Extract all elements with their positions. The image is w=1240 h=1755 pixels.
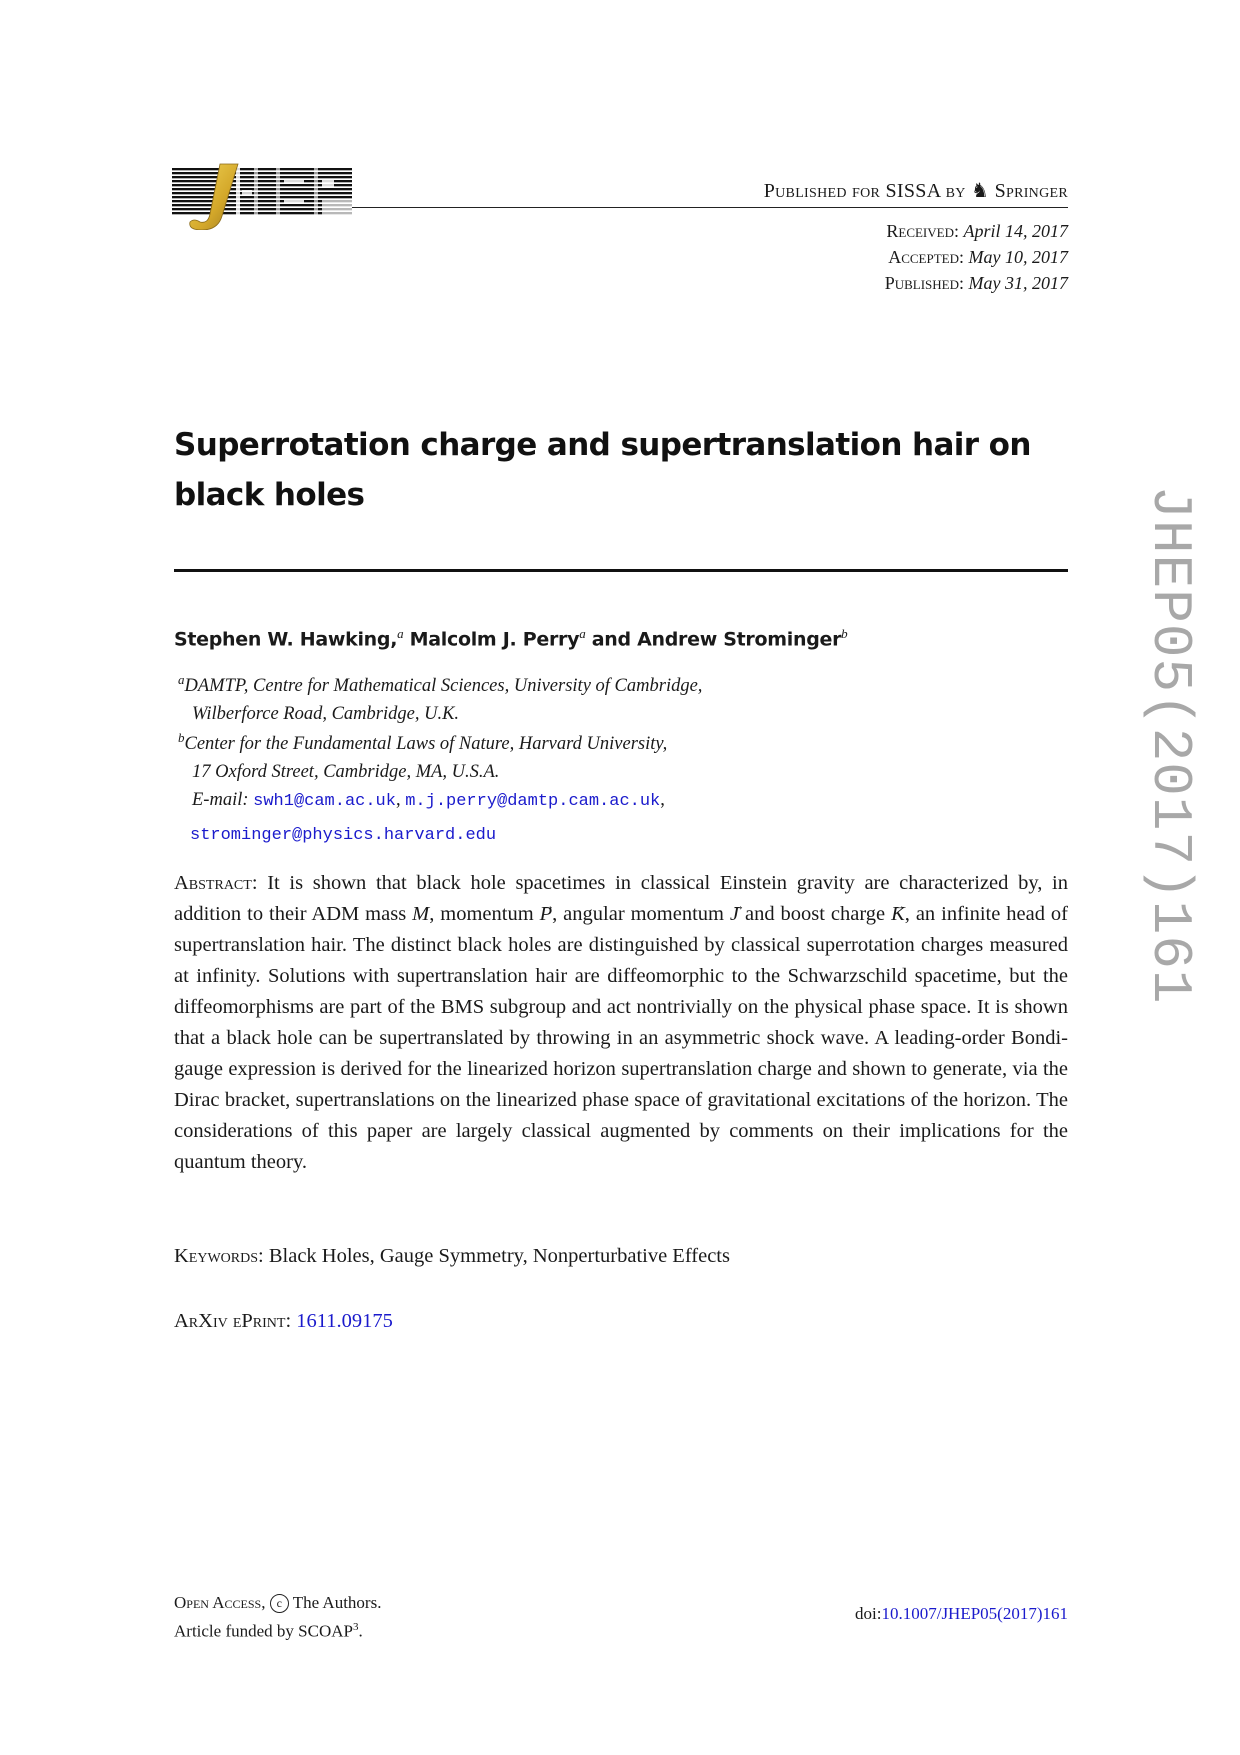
arxiv-link[interactable]: 1611.09175 [296, 1310, 393, 1332]
author-name: Stephen W. Hawking, [174, 628, 398, 651]
arxiv-eprint [174, 1310, 393, 1333]
keywords-value: Black Holes, Gauge Symmetry, Nonperturbative Effects [268, 1245, 730, 1267]
author-list: Stephen W. Hawking,$^a$ Malcolm J. Perry$^a$ and Andrew Strominger$^b$ [174, 626, 848, 651]
email-link-hawking[interactable]: swh1@cam.ac.uk [253, 792, 396, 811]
author-name: Malcolm J. Perry [409, 628, 580, 651]
affiliation-b: $^b$Center for the Fundamental Laws of Nature, Harvard University, 17 Oxford Street, Cambridge, MA, U.S.A. [178, 730, 668, 783]
email-link-perry[interactable]: m.j.perry@damtp.cam.ac.uk [405, 792, 661, 811]
footer-doi: doi:10.1007/JHEP05(2017)161 [855, 1604, 1068, 1623]
title-rule [174, 569, 1068, 572]
vector-k: → K [891, 903, 905, 925]
published-date: Published: May 31, 2017 [884, 273, 1068, 293]
keywords-label: Keywords: [174, 1245, 264, 1267]
dates-block [885, 218, 1068, 296]
copyright-icon: c [270, 1594, 289, 1613]
arxiv-label: ArXiv ePrint: [174, 1310, 292, 1332]
email-link-strominger[interactable]: strominger@physics.harvard.edu [190, 826, 497, 845]
received-date: Received: April 14, 2017 [886, 221, 1068, 241]
abstract-label: Abstract: [174, 872, 258, 894]
vector-p: → P [540, 903, 553, 925]
springer-knight-icon: ♞ [971, 180, 990, 202]
doi-link[interactable]: 10.1007/JHEP05(2017)161 [881, 1604, 1068, 1623]
email-block: E-mail: swh1@cam.ac.uk, m.j.perry@damtp.cam.ac.uk, strominger@physics.harvard.edu [190, 790, 665, 845]
publisher-line [764, 178, 1068, 203]
paper-title: Superrotation charge and supertranslation hair on black holes [174, 427, 1031, 513]
header-rule [352, 207, 1068, 208]
publisher-name: Springer [994, 180, 1068, 202]
jhep-logo-icon [172, 160, 352, 230]
author-name: Andrew Strominger [637, 628, 842, 651]
keywords [174, 1245, 730, 1268]
vector-j: → J [730, 903, 739, 925]
journal-side-stamp: JHEP05(2017)161 [1138, 485, 1202, 1005]
affiliation-a: $^a$DAMTP, Centre for Mathematical Sciences, University of Cambridge, Wilberforce Road, Cambridge, U.K. [178, 672, 703, 725]
jhep-logo [172, 160, 352, 230]
abstract: Abstract: It is shown that black hole spacetimes in classical Einstein gravity are characterized by, in addition to their ADM mass M, momentum → P, angular momentum → J and boost charge → K, an infinite head of supertranslation hair. The distinct black holes are distinguished by classical superrotation charges measured at infinity. Solutions with supertranslation hair are diffeomorphic to the Schwarzschild spacetime, but the diffeomorphisms are part of the BMS subgroup and act nontrivially on the physical phase space. It is shown that a black hole can be supertranslated by throwing in an asymmetric shock wave. A leading-order Bondi-gauge expression is derived for the linearized horizon supertranslation charge and shown to generate, via the Dirac bracket, supertranslations on the linearized phase space of gravitational excitations of the horizon. The considerations of this paper are largely classical augmented by comments on their implications for the quantum theory. [174, 868, 1068, 1178]
published-for-text: Published for SISSA by [763, 180, 966, 202]
footer-license: Open Access, c The Authors. Article funded by SCOAP$^3$. [174, 1593, 382, 1641]
email-label: E-mail: [192, 790, 249, 810]
accepted-date: Accepted: May 10, 2017 [888, 247, 1068, 267]
